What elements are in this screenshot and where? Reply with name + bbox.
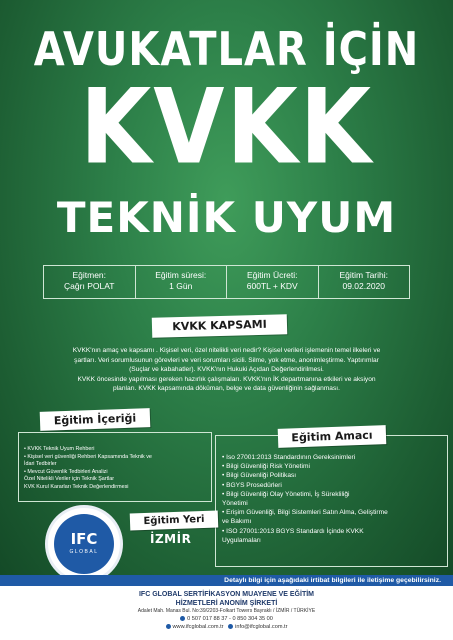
company-name-line1: IFC GLOBAL SERTİFİKASYON MUAYENE VE EĞİTİM	[138, 591, 315, 598]
phone-text: 0 507 017 88 37 - 0 850 304 35 00	[187, 616, 273, 622]
list-item: Yönetimi	[222, 500, 248, 508]
globe-icon	[166, 624, 171, 629]
info-value: 600TL + KDV	[246, 281, 298, 291]
logo-circle	[54, 514, 114, 574]
phone-icon	[180, 616, 185, 621]
list-item: ve Bakımı	[222, 518, 252, 526]
logo-text: IFC	[70, 530, 98, 548]
info-label: Eğitmen:	[72, 270, 107, 280]
mail-icon	[228, 624, 233, 629]
list-item: • Kişisel veri güvenliği Rehberi Kapsamında Teknik ve	[24, 453, 152, 460]
headline-line3: TEKNİK UYUM	[56, 193, 397, 242]
amac-title: Eğitim Amacı	[278, 425, 387, 448]
company-phone	[0, 615, 453, 623]
list-item: • Erişim Güvenliği, Bilgi Sistemleri Satın Alma, Geliştirme	[222, 509, 388, 517]
amac-list	[222, 453, 444, 545]
list-item: • BGYS Prosedürleri	[222, 481, 282, 489]
info-value: 09.02.2020	[342, 281, 386, 291]
icerik-list	[24, 446, 204, 492]
info-date	[319, 266, 410, 298]
company-web	[0, 623, 453, 631]
kapsam-line: şartları. Veri sorumlusunun görevleri ve veri sorumları sicili. Silme, yok etme, anonimleştirme. Yaptırımlar	[74, 356, 379, 364]
headline-kvkk: KVKK	[79, 67, 374, 188]
kapsam-title: KVKK KAPSAMI	[152, 314, 287, 338]
training-info-table	[43, 265, 410, 299]
kapsam-line: KVKK'nın amaç ve kapsamı . Kişisel veri, özel nitelikli veri nedir? Kişisel verileri işlemenin temel ilkeleri ve	[72, 347, 381, 354]
company-address: Adalet Mah. Manas Bul. No:39/2203-Folkart Towers Bayraklı / İZMİR / TÜRKİYE	[137, 608, 316, 614]
web-link[interactable]: www.ifcglobal.com.tr	[172, 624, 224, 630]
kapsam-description	[8, 346, 445, 394]
list-item: İdari Tedbirler	[24, 461, 57, 468]
list-item: • Bilgi Güvenliği Olay Yönetimi, İş Sürekliliği	[222, 490, 350, 498]
list-item: • ISO 27001:2013 BGYS Standardı İçinde KVKK	[222, 527, 364, 535]
info-label: Eğitim Ücreti:	[246, 270, 298, 280]
kapsam-line: KVKK öncesinde yapılması gereken hazırlık çalışmaları. KVKK'nın İK departmanına etkileri ve aksiyon	[77, 375, 376, 383]
info-label: Eğitim süresi:	[155, 270, 207, 280]
list-item: Özel Nitelikli Veriler için Teknik Şartlar	[24, 476, 115, 483]
info-duration	[136, 266, 228, 298]
icerik-title: Eğitim İçeriği	[40, 408, 151, 431]
list-item: KVK Kurul Kararları Teknik Değerlendirmesi	[24, 483, 129, 490]
list-item: • Bilgi Güvenliği Politikası	[222, 472, 297, 480]
yeri-title: Eğitim Yeri	[130, 510, 219, 530]
company-name-line2: HİZMETLERİ ANONİM ŞİRKETİ	[175, 600, 278, 607]
info-trainer	[44, 266, 136, 298]
headline-line1: AVUKATLAR İÇİN	[33, 23, 420, 77]
email-link[interactable]: info@ifcglobal.com.tr	[235, 624, 288, 630]
info-value: Çağrı POLAT	[64, 281, 115, 291]
contact-bar: Detaylı bilgi için aşağıdaki irtibat bilgileri ile iletişime geçebilirsiniz.	[0, 575, 453, 586]
info-fee	[227, 266, 319, 298]
kapsam-line: planları. KVKK kapsamında döküman, belge ve data güvenliğinin sağlanması.	[113, 385, 340, 393]
list-item: • Iso 27001:2013 Standardının Gereksinimleri	[222, 454, 356, 461]
ifc-global-logo	[45, 505, 123, 575]
footer	[0, 586, 453, 640]
list-item: • Bilgi Güvenliği Risk Yönetimi	[222, 463, 310, 471]
list-item: • Mevcut Güvenlik Tedbirleri Analizi	[24, 468, 108, 475]
logo-subtext: GLOBAL	[69, 549, 99, 555]
list-item: Uygulamaları	[222, 536, 261, 544]
list-item: • KVKK Teknik Uyum Rehberi	[24, 446, 95, 452]
kapsam-line: (Suçlar ve kabahatler). KVKK'nın Hukuki Açıdan Değerlendirilmesi.	[129, 366, 324, 374]
info-label: Eğitim Tarihi:	[339, 270, 388, 280]
city-name: İZMİR	[150, 532, 192, 546]
info-value: 1 Gün	[169, 281, 193, 291]
